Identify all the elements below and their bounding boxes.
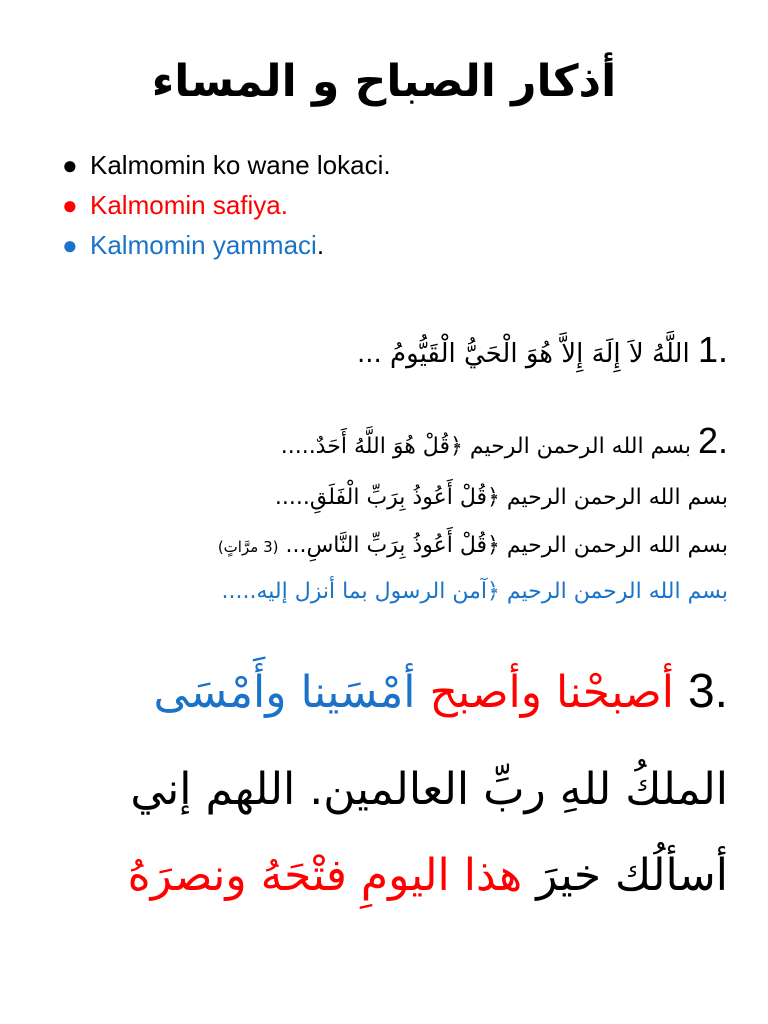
page-title: أذكار الصباح و المساء <box>151 56 617 107</box>
item-number: 2. <box>697 420 728 461</box>
evening-phrase: أمْسَينا وأَمْسَى <box>153 667 416 718</box>
repeat-note: (3 مرَّاتٍ) <box>217 538 279 556</box>
legend <box>62 145 722 265</box>
legend-item-evening <box>62 225 722 265</box>
dhikr-text: أسألُك خيرَ <box>536 850 728 901</box>
dhikr-item-1 <box>357 326 728 378</box>
item-number: 1. <box>697 329 728 370</box>
dhikr-item-3 <box>154 654 728 731</box>
dhikr-item-2-line-falaq: بسم الله الرحمن الرحيم ﴿قُلْ أَعُوذُ بِرَبِّ الْفَلَقِ..... <box>274 485 728 510</box>
dhikr-item-2-line-baqarah: بسم الله الرحمن الرحيم ﴿آمن الرسول بما أنزل إليه..... <box>221 579 728 604</box>
item-number: 3. <box>687 665 728 718</box>
morning-phrase: هذا اليومِ فتْحَهُ ونصرَهُ <box>127 850 523 901</box>
bullet-icon: ● <box>62 190 78 220</box>
bullet-icon: ● <box>62 230 78 260</box>
legend-label-period: . <box>316 230 325 260</box>
dhikr-item-3-line-3 <box>128 838 728 914</box>
dhikr-item-2 <box>281 418 728 470</box>
dhikr-text: بسم الله الرحمن الرحيم ﴿قُلْ هُوَ اللَّهُ أَحَدٌ..... <box>280 434 691 459</box>
legend-label: Kalmomin safiya. <box>90 190 288 220</box>
legend-item-morning <box>62 185 722 225</box>
legend-label: Kalmomin yammaci <box>90 230 317 260</box>
legend-item-any-time <box>62 145 722 185</box>
morning-phrase: أصبحْنا وأصبح <box>429 667 674 718</box>
dhikr-item-2-line-nas <box>218 528 728 565</box>
dhikr-item-3-line-2: الملكُ للهِ ربِّ العالمين. اللهم إني <box>130 764 728 815</box>
legend-label: Kalmomin ko wane lokaci. <box>90 150 391 180</box>
bullet-icon: ● <box>62 150 78 180</box>
dhikr-text: اللَّهُ لاَ إِلَهَ إِلاَّ هُوَ الْحَيُّ الْقَيُّومُ ... <box>356 339 690 369</box>
dhikr-text: بسم الله الرحمن الرحيم ﴿قُلْ أَعُوذُ بِرَبِّ النَّاسِ... <box>285 533 728 558</box>
